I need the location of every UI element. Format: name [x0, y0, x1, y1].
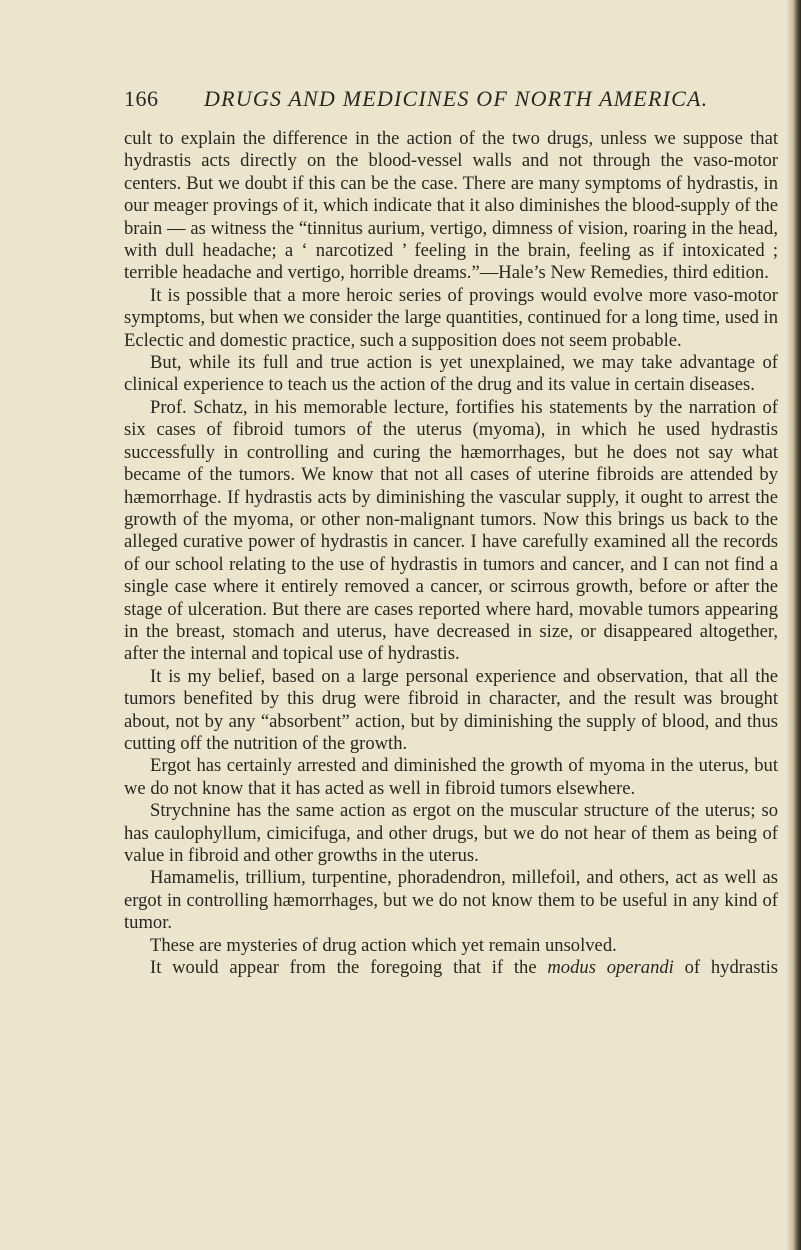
- paragraph: But, while its full and true action is yet unexplained, we may take advantage of clinical experience to teach us the action of the drug and its value in certain diseases.: [124, 352, 778, 396]
- paragraph: Strychnine has the same action as ergot on the muscular structure of the uterus; so has caulophyllum, cimicifuga, and other drugs, but we do not hear of them as being of value in fibroid and other growths in the uterus.: [124, 800, 778, 866]
- running-title: DRUGS AND MEDICINES OF NORTH AMERICA.: [204, 86, 709, 111]
- latin-phrase: modus operandi: [547, 957, 674, 979]
- body-text: [124, 128, 778, 979]
- page-number: 166: [124, 86, 159, 111]
- page-edge-shadow: [787, 0, 801, 1250]
- page-header: [124, 86, 724, 120]
- paragraph: Prof. Schatz, in his memorable lecture, fortifies his statements by the narration of six cases of fibroid tumors of the uterus (myoma), in which he used hydrastis successfully in controlling and curing the hæmorrhages, but he does not say what became of the tumors. We know that not all cases of uterine fibroids are attended by hæmorrhage. If hydrastis acts by diminishing the vascular supply, it ought to arrest the growth of the myoma, or other non-malignant tumors. Now this brings us back to the alleged curative power of hydrastis in cancer. I have carefully examined all the records of our school relating to the use of hydrastis in tumors and cancer, and I can not find a single case where it entirely removed a cancer, or scirrous growth, before or after the stage of ulceration. But there are cases reported where hard, movable tumors appearing in the breast, stomach and uterus, have decreased in size, or disappeared altogether, after the internal and topical use of hydrastis.: [124, 396, 778, 665]
- paragraph: Ergot has certainly arrested and diminished the growth of myoma in the uterus, but we do not know that it has acted as well in fibroid tumors elsewhere.: [124, 755, 778, 799]
- paragraph-final: [124, 957, 778, 979]
- paragraph-continued: cult to explain the difference in the action of the two drugs, unless we suppose that hydrastis acts directly on the blood-vessel walls and not through the vaso-motor centers. But we doubt if this can be the case. There are many symptoms of hydrastis, in our meager provings of it, which indicate that it also diminishes the blood-supply of the brain — as witness the “tinnitus aurium, vertigo, dimness of vision, roaring in the head, with dull headache; a ‘ narcotized ’ feeling in the brain, feeling as if intoxicated ; terrible headache and vertigo, horrible dreams.”—Hale’s New Remedies, third edition.: [124, 128, 778, 284]
- paragraph-final-start: It would appear from the foregoing that if the: [150, 957, 548, 979]
- paragraph: It is possible that a more heroic series of provings would evolve more vaso-motor symptoms, but when we consider the large quantities, continued for a long time, used in Eclectic and domestic practice, such a supposition does not seem probable.: [124, 284, 778, 351]
- paragraph: These are mysteries of drug action which yet remain unsolved.: [150, 934, 617, 956]
- paragraph-final-end: of hydrastis: [673, 957, 779, 979]
- paragraph: It is my belief, based on a large personal experience and observation, that all the tumors benefited by this drug were fibroid in character, and the result was brought about, not by any “absorbent” action, but by diminishing the supply of blood, and thus cutting off the nutrition of the growth.: [124, 665, 778, 754]
- paragraph: Hamamelis, trillium, turpentine, phoradendron, millefoil, and others, act as well as ergot in controlling hæmorrhages, but we do not know them to be useful in any kind of tumor.: [124, 867, 778, 934]
